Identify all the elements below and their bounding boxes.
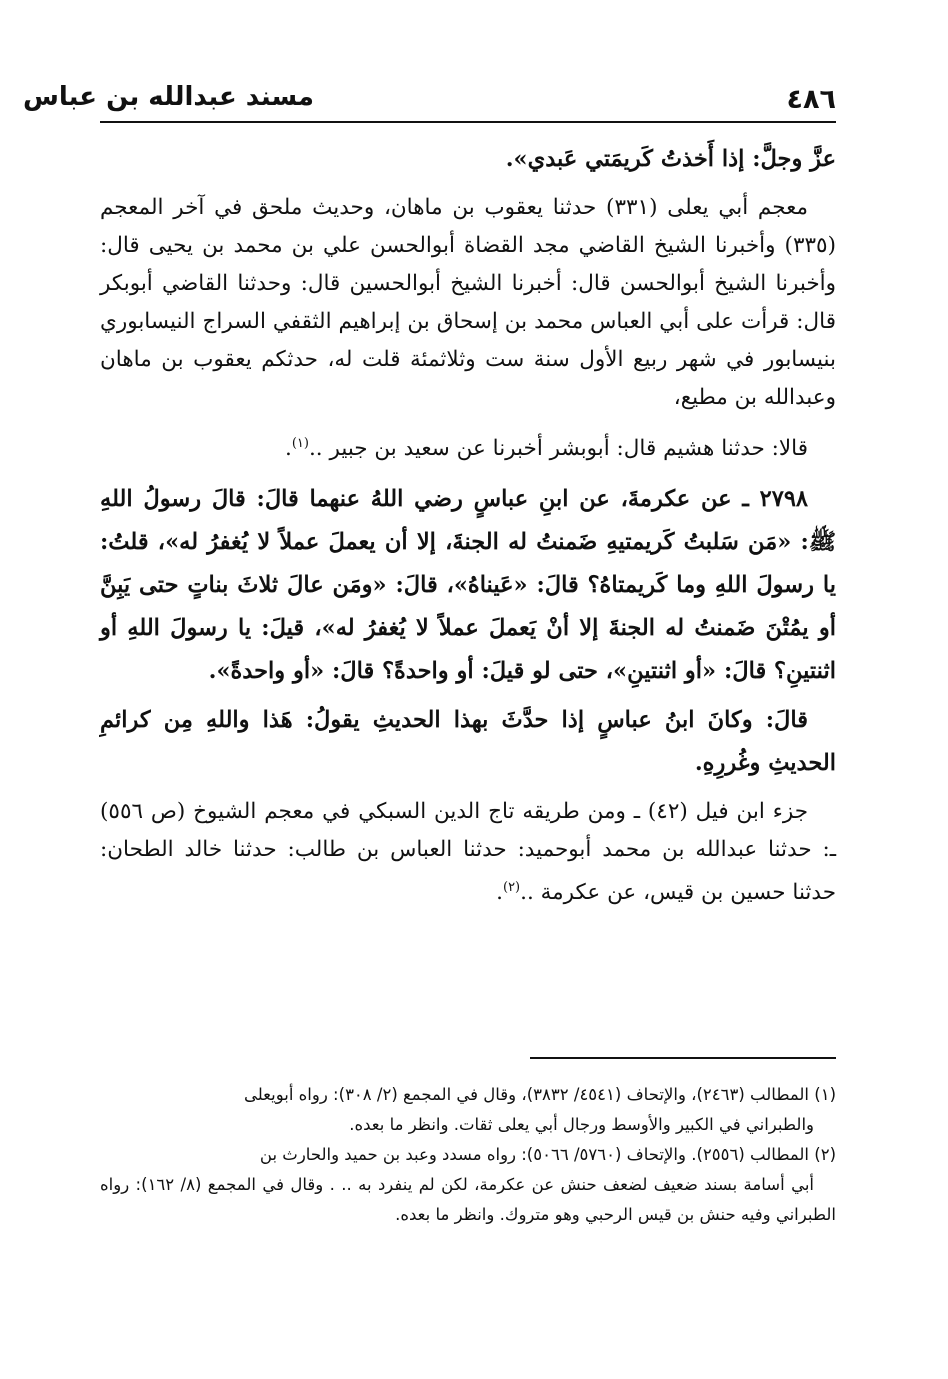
hadith-2798: ٢٧٩٨ ـ عن عكرمةَ، عن ابنِ عباسٍ رضي اللهُ عنهما قالَ: قالَ رسولُ اللهِ ﷺ: «مَن سَلبتُ كَريمتيهِ ضَمنتُ له الجنةَ، إلا أن يعملَ عملاً لا يُغفرُ له»، قلتُ: يا رسولَ اللهِ وما كَريمتاهُ؟ قالَ: «عَيناهُ»، قالَ: «ومَن عالَ ثلاثَ بناتٍ حتى يَبِنَّ أو يمُتْنَ ضَمنتُ له الجنةَ إلا أنْ يَعملَ عملاً لا يُغفرُ له»، قيلَ: يا رسولَ اللهِ أو اثنتينِ؟ قالَ: «أو اثنتينِ»، حتى لو قيلَ: أو واحدةً؟ قالَ: «أو واحدةً».	[100, 486, 836, 685]
footnote-1-text: (١) المطالب (٢٤٦٣)، والإتحاف (٤٥٤١/ ٣٨٣٢)، وقال في المجمع (٢/ ٣٠٨): رواه أبويعلى	[243, 1085, 836, 1104]
header-rule	[100, 121, 836, 123]
paragraph-2: معجم أبي يعلى (٣٣١) حدثنا يعقوب بن ماهان، وحديث ملحق في آخر المعجم (٣٣٥) وأخبرنا الشيخ القاضي مجد القضاة أبوالحسن علي بن محمد بن يحيى قال: وأخبرنا الشيخ أبوالحسن قال: أخبرنا الشيخ أبوالحسين قال: وحدثنا القاضي أبوبكر قال: قرأت على أبي العباس محمد بن إسحاق بن إبراهيم الثقفي السراج النيسابوري بنيسابور في شهر ربيع الأول سنة ست وثلاثمئة قلت له، حدثكم يعقوب بن ماهان وعبدالله بن مطيع،	[100, 195, 836, 410]
footnotes	[100, 1080, 836, 1230]
paragraph-6-text: جزء ابن فيل (٤٢) ـ ومن طريقه تاج الدين السبكي في معجم الشيوخ (ص ٥٥٦) ـ: حدثنا عبدالله بن محمد أبوحميد: حدثنا العباس بن طالب: حدثنا خالد الطحان: حدثنا حسين بن قيس، عن عكرمة ..	[100, 799, 836, 906]
paragraph-5: قالَ: وكانَ ابنُ عباسٍ إذا حدَّثَ بهذا الحديثِ يقولُ: هَذا واللهِ مِن كرائمِ الحديثِ وغُررِهِ.	[100, 707, 836, 777]
footnote-2-text: (٢) المطالب (٢٥٥٦). والإتحاف (٥٧٦٠/ ٥٠٦٦): رواه مسدد وعبد بن حميد والحارث بن	[259, 1145, 836, 1164]
paragraph-3-text: قالا: حدثنا هشيم قال: أبوبشر أخبرنا عن سعيد بن جبير ..	[308, 436, 808, 462]
main-text	[100, 138, 836, 912]
footnote-2	[100, 1140, 836, 1230]
footnote-marker-1: (١)	[291, 436, 309, 451]
paragraph-1: عزَّ وجلَّ: إذا أَخذتُ كَريمَتي عَبدي».	[505, 146, 836, 172]
footnote-2-continuation: أبي أسامة بسند ضعيف لضعف حنش عن عكرمة، لكن لم ينفرد به .. . وقال في المجمع (٨/ ١٦٢): رواه الطبراني وفيه حنش بن قيس الرحبي وهو متروك. وانظر ما بعده.	[100, 1175, 836, 1224]
footnote-marker-2: (٢)	[502, 880, 521, 896]
paragraph-3: قالا: حدثنا هشيم قال: أبوبشر أخبرنا عن سعيد بن جبير ..$^{(١)}$.	[284, 436, 808, 462]
footnote-rule	[530, 1057, 836, 1059]
paragraph-6: جزء ابن فيل (٤٢) ـ ومن طريقه تاج الدين السبكي في معجم الشيوخ (ص ٥٥٦) ـ: حدثنا عبدالله بن محمد أبوحميد: حدثنا العباس بن طالب: حدثنا خالد الطحان: حدثنا حسين بن قيس، عن عكرمة ..$^{(٢)}$.	[100, 799, 836, 906]
footnote-1	[100, 1080, 836, 1140]
page-number: ٤٨٦	[786, 84, 836, 115]
page-header	[23, 82, 836, 122]
footnote-1-continuation: والطبراني في الكبير والأوسط ورجال أبي يعلى ثقات. وانظر ما بعده.	[349, 1115, 814, 1134]
running-title: مسند عبدالله بن عباس	[23, 82, 314, 112]
